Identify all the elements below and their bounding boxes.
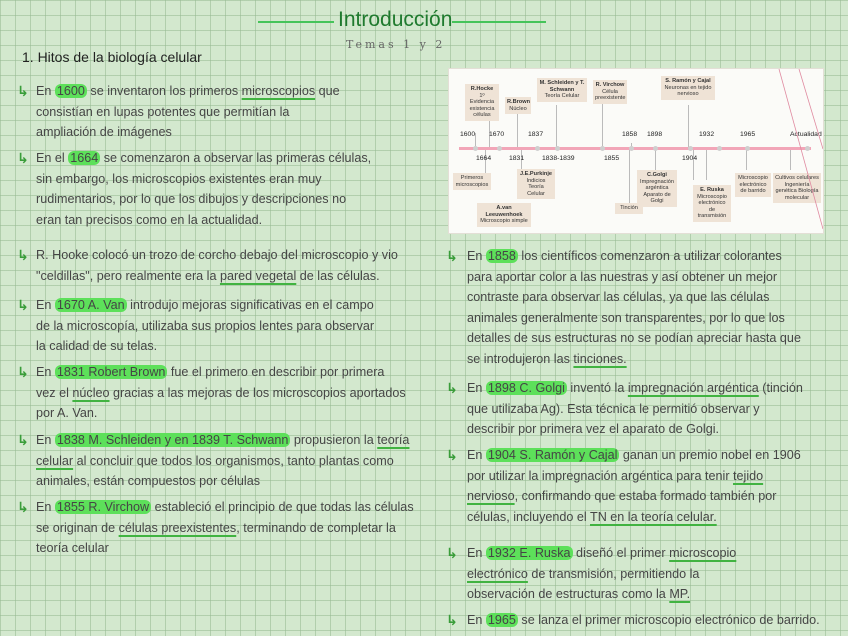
note-text: En xyxy=(36,365,55,379)
note-block xyxy=(36,295,374,357)
underlined-text: electrónico xyxy=(467,566,528,581)
timeline-event-box: C.Golgi Impregnación argéntica Aparato de Golgi xyxy=(637,170,677,207)
note-block xyxy=(36,81,340,143)
note-line xyxy=(36,430,409,451)
note-text: propusieron la xyxy=(290,433,378,447)
note-line xyxy=(467,287,801,308)
note-text: se originan de xyxy=(36,520,119,535)
note-text: de la microscopía, utilizaba sus propios lentes para observar xyxy=(36,318,375,333)
note-line xyxy=(467,328,801,349)
underlined-text: tejido xyxy=(733,468,764,483)
year-label: 1838-1839 xyxy=(542,155,575,162)
note-text: ampliación de imágenes xyxy=(36,125,172,139)
note-line xyxy=(36,362,406,383)
section-heading: 1. Hitos de la biología celular xyxy=(22,49,202,65)
note-line xyxy=(36,316,374,337)
note-text: , confirmando que estaba formado también por xyxy=(514,489,777,503)
note-text: al concluir que todos los organismos, tanto plantas como xyxy=(73,453,394,468)
note-text: diseñó el primer xyxy=(572,546,670,560)
year-label: 1831 xyxy=(509,155,525,162)
underlined-text: MP. xyxy=(669,587,691,601)
note-line xyxy=(36,383,406,404)
note-text: En xyxy=(36,433,55,447)
year-label: 1858 xyxy=(622,131,638,138)
bullet-arrow-icon: ↳ xyxy=(446,546,458,562)
note-block xyxy=(467,543,736,605)
note-text: (tinción xyxy=(758,381,803,395)
note-text: que xyxy=(315,84,340,98)
timeline-event-box: Microscopio electrónico de barrido xyxy=(735,173,771,197)
note-text: describir por primera vez el aparato de Golgi. xyxy=(467,422,719,436)
highlighted-text: 1858 xyxy=(487,249,516,263)
note-line xyxy=(467,507,801,528)
note-line xyxy=(36,471,409,492)
note-line xyxy=(36,538,414,559)
highlighted-text: 1904 S. Ramón y Cajal xyxy=(487,448,618,462)
note-text: animales generalmente son transparentes, por lo que los xyxy=(467,310,785,325)
note-block xyxy=(467,246,801,369)
note-line xyxy=(36,169,371,190)
note-block xyxy=(36,362,406,424)
note-text: eran tan precisos como en la actualidad. xyxy=(36,212,263,227)
timeline-event-box: Primeros microscopios xyxy=(453,173,491,190)
note-text: En xyxy=(36,84,55,98)
bullet-arrow-icon: ↳ xyxy=(17,433,29,449)
note-block xyxy=(36,430,409,492)
note-text: En el xyxy=(36,151,69,165)
year-label: 1670 xyxy=(489,131,505,138)
note-line xyxy=(36,336,374,357)
note-text: En xyxy=(467,381,486,395)
decorative-lines xyxy=(769,69,823,233)
note-text: R. Hooke colocó un trozo de corcho debajo del microscopio y vio xyxy=(36,248,398,262)
note-line xyxy=(467,584,736,605)
note-text: de transmisión, permitiendo la xyxy=(527,566,700,581)
highlighted-text: 1664 xyxy=(70,151,99,165)
note-line xyxy=(467,466,801,487)
timeline-event-box: S. Ramón y Cajal Neuronas en tejido nervioso xyxy=(661,76,715,100)
title-line-right xyxy=(452,21,546,23)
note-line xyxy=(467,564,736,585)
year-label: 1837 xyxy=(528,131,544,138)
note-line xyxy=(36,189,371,210)
note-text: se comenzaron a observar las primeras células, xyxy=(100,151,372,165)
note-line xyxy=(36,102,340,123)
note-line xyxy=(467,486,801,507)
note-text: observación de estructuras como la xyxy=(467,587,670,601)
timeline-event-box: M. Schleiden y T. Schwann Teoría Celular xyxy=(537,78,587,102)
note-text: por A. Van. xyxy=(36,406,98,420)
note-line xyxy=(36,403,406,424)
note-block xyxy=(36,148,371,230)
timeline-event-box: Cultivos celulares Ingeniería genética Biología molecular xyxy=(773,173,821,203)
note-line xyxy=(36,266,398,287)
note-line xyxy=(36,148,371,169)
highlighted-text: 1838 M. Schleiden y en 1839 T. Schwann xyxy=(56,433,289,447)
note-block xyxy=(467,378,803,440)
note-line xyxy=(467,378,803,399)
note-line xyxy=(36,122,340,143)
note-text: los científicos comenzaron a utilizar colorantes xyxy=(517,249,782,263)
note-text: consistían en lupas potentes que permitían la xyxy=(36,104,290,119)
underlined-text: nervioso xyxy=(467,489,515,503)
bullet-arrow-icon: ↳ xyxy=(17,84,29,100)
note-text: se introdujeron las xyxy=(467,351,574,366)
note-line xyxy=(467,349,801,370)
timeline-event-box: Tinción xyxy=(615,203,643,214)
note-text: ganan un premio nobel en 1906 xyxy=(619,448,801,462)
note-line xyxy=(36,518,414,539)
timeline-infographic xyxy=(448,68,824,234)
note-text: En xyxy=(36,500,55,514)
bullet-arrow-icon: ↳ xyxy=(17,500,29,516)
page-title: Introducción xyxy=(338,8,453,31)
note-line xyxy=(467,267,801,288)
timeline-axis xyxy=(459,147,811,150)
year-label: Actualidad xyxy=(790,131,822,138)
bullet-arrow-icon: ↳ xyxy=(446,448,458,464)
timeline-event-box: R.Hocke 1º Evidencia existencia células xyxy=(465,84,499,121)
note-text: que utilizaba Ag). Esta técnica le permitió observar y xyxy=(467,401,760,416)
underlined-text: pared vegetal xyxy=(219,268,297,283)
note-text: se lanza el primer microscopio electrónico de barrido. xyxy=(517,613,820,627)
bullet-arrow-icon: ↳ xyxy=(17,365,29,381)
note-text: estableció el principio de que todas las células xyxy=(151,500,414,514)
note-text: En xyxy=(467,546,486,560)
note-line xyxy=(467,543,736,564)
note-text: contraste para observar las células, ya que las células xyxy=(467,290,770,304)
note-line xyxy=(467,419,803,440)
note-text: En xyxy=(467,613,486,627)
note-text: rudimentarios, por lo que los dibujos y descripciones no xyxy=(36,192,347,206)
highlighted-text: 1600 xyxy=(56,84,85,98)
note-text: En xyxy=(467,249,486,263)
note-block xyxy=(467,445,801,527)
timeline-event-box: R. Virchow Célula preexistente xyxy=(593,80,627,104)
note-line xyxy=(36,81,340,102)
note-text: de las células. xyxy=(296,268,380,283)
highlighted-text: 1898 C. Golgi xyxy=(487,381,565,395)
note-text: por utilizar la impregnación argéntica para tenir xyxy=(467,468,734,483)
note-block xyxy=(36,497,414,559)
bullet-arrow-icon: ↳ xyxy=(17,248,29,264)
note-text: , terminando de completar la xyxy=(236,520,396,535)
note-line xyxy=(36,497,414,518)
note-text: En xyxy=(36,298,55,312)
underlined-text: microscopios xyxy=(241,84,316,98)
note-line xyxy=(467,308,801,329)
note-text: se inventaron los primeros xyxy=(86,84,242,98)
note-text: para aportar color a las nuestras y así obtener un mejor xyxy=(467,269,778,284)
year-label: 1664 xyxy=(476,155,492,162)
note-text: "celdillas", pero realmente era la xyxy=(36,268,220,283)
bullet-arrow-icon: ↳ xyxy=(446,381,458,397)
timeline-event-box: R.Brown Núcleo xyxy=(505,97,531,114)
bullet-arrow-icon: ↳ xyxy=(17,151,29,167)
note-text: inventó la xyxy=(566,381,628,395)
note-text: animales, están compuestos por células xyxy=(36,474,261,488)
underlined-text: células preexistentes xyxy=(118,520,237,535)
note-line xyxy=(36,210,371,231)
year-label: 1965 xyxy=(740,131,756,138)
highlighted-text: 1831 Robert Brown xyxy=(56,365,166,379)
bullet-arrow-icon: ↳ xyxy=(446,613,458,629)
timeline-event-box: A.van Leeuwenhoek Microscopio simple xyxy=(477,203,531,227)
highlighted-text: 1965 xyxy=(487,613,516,627)
note-text: detalles de sus estructuras no se podían apreciar hasta que xyxy=(467,331,801,345)
highlighted-text: 1670 A. Van xyxy=(56,298,125,312)
highlighted-text: 1855 R. Virchow xyxy=(56,500,150,514)
highlighted-text: 1932 E. Ruska xyxy=(487,546,571,560)
underlined-text: impregnación argéntica xyxy=(627,381,759,395)
note-line xyxy=(467,445,801,466)
underlined-text: teoría xyxy=(377,433,410,447)
title-line-left xyxy=(258,21,334,23)
year-label: 1898 xyxy=(647,131,663,138)
year-label: 1904 xyxy=(682,155,698,162)
note-line xyxy=(467,246,801,267)
note-text: En xyxy=(467,448,486,462)
note-text: gracias a las mejoras de los microscopios aportados xyxy=(109,385,406,400)
note-text: células, incluyendo el xyxy=(467,509,590,524)
underlined-text: tinciones. xyxy=(573,351,627,366)
note-line xyxy=(467,610,820,631)
note-line xyxy=(36,245,398,266)
note-text: la calidad de su telas. xyxy=(36,339,158,353)
year-label: 1855 xyxy=(604,155,620,162)
page-subtitle: Temas 1 y 2 xyxy=(346,38,446,51)
bullet-arrow-icon: ↳ xyxy=(446,249,458,265)
note-text: introdujo mejoras significativas en el campo xyxy=(126,298,374,312)
note-line xyxy=(36,451,409,472)
underlined-text: celular xyxy=(36,453,74,468)
underlined-text: TN en la teoría celular. xyxy=(590,509,717,524)
year-label: 1600 xyxy=(460,131,476,138)
note-line xyxy=(467,399,803,420)
underlined-text: núcleo xyxy=(72,385,110,400)
note-text: fue el primero en describir por primera xyxy=(167,365,385,379)
note-block xyxy=(36,245,398,286)
underlined-text: microscopio xyxy=(669,546,737,560)
note-block xyxy=(467,610,820,631)
note-text: teoría celular xyxy=(36,541,109,555)
timeline-event-box: E. Ruska Microscopio electrónico de transmisión xyxy=(693,185,731,222)
bullet-arrow-icon: ↳ xyxy=(17,298,29,314)
timeline-event-box: J.E.Purkinje Indicios Teoría Celular xyxy=(517,169,555,199)
note-text: sin embargo, los microscopios existentes eran muy xyxy=(36,171,322,186)
note-line xyxy=(36,295,374,316)
year-label: 1932 xyxy=(699,131,715,138)
note-text: vez el xyxy=(36,385,73,400)
